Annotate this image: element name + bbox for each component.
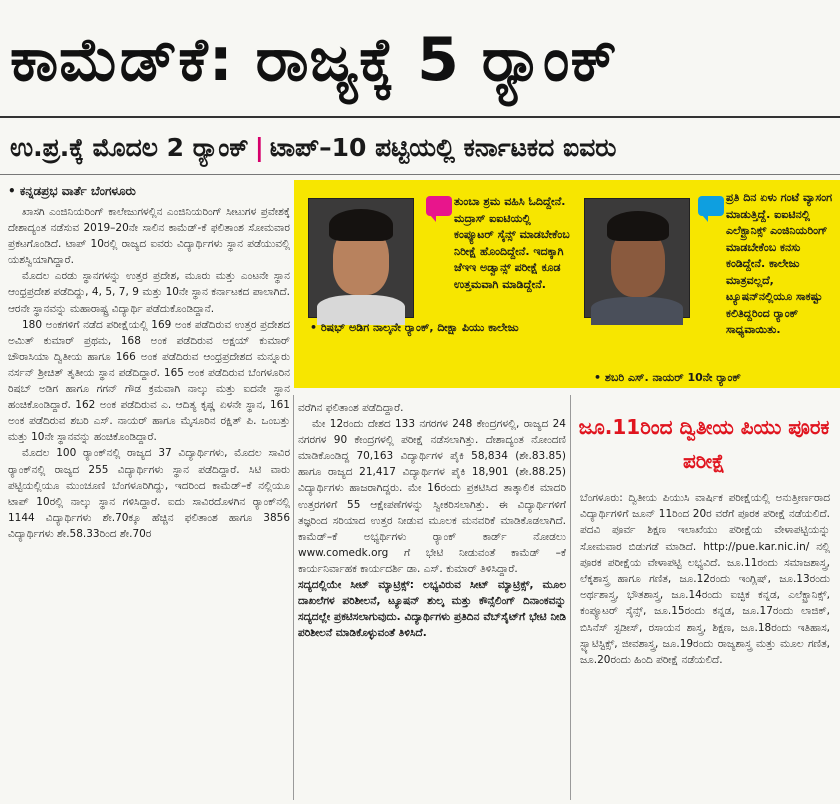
column-divider xyxy=(570,395,571,800)
student-quotes-box xyxy=(294,180,840,388)
shirt-shape xyxy=(591,297,683,325)
quote-credit-shabari: • ಶಬರಿ ಎಸ್. ನಾಯರ್ 10ನೇ ರ‍್ಯಾಂಕ್ xyxy=(594,371,741,384)
subheadline-right: ಟಾಪ್‌–10 ಪಟ್ಟಿಯಲ್ಲಿ ಕರ್ನಾಟಕದ ಐವರು xyxy=(269,133,617,162)
subheadline-divider xyxy=(0,174,840,175)
subheadline-left: ಉ.ಪ್ರ.ಕ್ಕೆ ಮೊದಲ 2 ರ‍್ಯಾಂಕ್ xyxy=(10,133,249,162)
headline-divider xyxy=(0,116,840,118)
article-column-2 xyxy=(298,400,566,800)
byline: • ಕನ್ನಡಪ್ರಭ ವಾರ್ತೆ ಬೆಂಗಳೂರು xyxy=(8,184,136,198)
quote-credit-rishabh: • ರಿಷಭ್ ಅಡಿಗ ನಾಲ್ಕನೇ ರ‍್ಯಾಂಕ್, ದೀಕ್ಷಾ ಪಿಯು ಕಾಲೇಜು xyxy=(310,321,519,334)
quote-bubble-icon xyxy=(698,196,724,216)
column-divider xyxy=(293,395,294,800)
article-paragraph: ಖಾಸಗಿ ಎಂಜಿನಿಯರಿಂಗ್ ಕಾಲೇಜುಗಳಲ್ಲಿನ ಎಂಜಿನಿಯರಿಂಗ್ ಸೀಟುಗಳ ಪ್ರವೇಶಕ್ಕೆ ದೇಶಾದ್ಯಂತ ನಡೆಸುವ 2019–20ನೇ ಸಾಲಿನ ಕಾಮೆಡ್-ಕೆ ಫಲಿತಾಂಶ ಸೋಮವಾರ ಪ್ರಕಟಗೊಂಡಿದೆ. ಟಾಪ್ 10ರಲ್ಲಿ ರಾಜ್ಯದ ಐವರು ವಿದ್ಯಾರ್ಥಿಗಳು ಸ್ಥಾನ ಪಡೆಯುವಲ್ಲಿ ಯಶಸ್ವಿಯಾಗಿದ್ದಾರೆ. xyxy=(8,206,290,267)
subheadline-separator: | xyxy=(254,133,264,162)
quote-text-shabari: ಪ್ರತಿ ದಿನ ಏಳು ಗಂಟೆ ವ್ಯಾಸಂಗ ಮಾಡುತ್ತಿದ್ದೆ. ಐಐಟಿನಲ್ಲಿ ಎಲೆಕ್ಟ್ರಾನಿಕ್ಸ್ ಎಂಜಿನಿಯರಿಂಗ್ ಮಾಡಬೇಕೆಂಬ ಕನಸು ಕಂಡಿದ್ದೇನೆ. ಕಾಲೇಜು ಮಾತ್ರವಲ್ಲದೆ, ಟ್ಯೂಷನ್‌ನಲ್ಲಿಯೂ ಸಾಕಷ್ಟು ಕಲಿತಿದ್ದರಿಂದ ರ‍್ಯಾಂಕ್ ಸಾಧ್ಯವಾಯಿತು. xyxy=(726,191,833,336)
article-paragraph: ಮೊದಲ 100 ರ‍್ಯಾಂಕ್‌ನಲ್ಲಿ ರಾಜ್ಯದ 37 ವಿದ್ಯಾರ್ಥಿಗಳು, ಮೊದಲ ಸಾವಿರ ರ‍್ಯಾಂಕ್‌ನಲ್ಲಿ ರಾಜ್ಯದ 255 ವಿದ್ಯಾರ್ಥಿಗಳು ಸ್ಥಾನ ಪಡೆದಿದ್ದಾರೆ. ಸಿಟಿ ವಾರು ಪಟ್ಟಿಯಲ್ಲಿಯೂ ಮುಂಚೂಣಿ ಬೆಂಗಳೂರಿಗಿದ್ದು, ಇದರಿಂದ ಕಾಮೆಡ್–ಕೆ ನಲ್ಲಿಯೂ ಟಾಪ್ 10ರಲ್ಲಿ ನಾಲ್ಕು ಸ್ಥಾನ ಗಳಿಸಿದ್ದಾರೆ. ಐದು ಸಾವಿರದೊಳಗಿನ ರ‍್ಯಾಂಕ್‌ನಲ್ಲಿ 1144 ವಿದ್ಯಾರ್ಥಿಗಳು ಶೇ.70ಕ್ಕೂ ಹೆಚ್ಚಿನ ಫಲಿತಾಂಶ ಹಾಗೂ 3856 ವಿದ್ಯಾರ್ಥಿಗಳು ಶೇ.58.33ರಿಂದ ಶೇ.70ರ xyxy=(8,447,290,540)
article-paragraph: ಮೊದಲ ಎರಡು ಸ್ಥಾನಗಳನ್ನು ಉತ್ತರ ಪ್ರದೇಶ, ಮೂರು ಮತ್ತು ಎಂಟನೇ ಸ್ಥಾನ ಆಂಧ್ರಪ್ರದೇಶ ಪಡೆದಿದ್ದು, 4, 5, 7, 9 ಮತ್ತು 10ನೇ ಸ್ಥಾನ ಕರ್ನಾಟಕದ ಪಾಲಾಗಿದೆ. ಆರನೇ ಸ್ಥಾನವನ್ನು ಮಹಾರಾಷ್ಟ್ರ ವಿದ್ಯಾರ್ಥಿ ಪಡೆದುಕೊಂಡಿದ್ದಾನೆ. xyxy=(8,270,290,315)
sidebar-body: ಬೆಂಗಳೂರು: ದ್ವಿತೀಯ ಪಿಯುಸಿ ವಾರ್ಷಿಕ ಪರೀಕ್ಷೆಯಲ್ಲಿ ಅನುತ್ತೀರ್ಣರಾದ ವಿದ್ಯಾರ್ಥಿಗಳಿಗೆ ಜೂನ್ 11ರಿಂದ 20ರ ವರೆಗೆ ಪೂರಕ ಪರೀಕ್ಷೆ ನಡೆಯಲಿದೆ. ಪದವಿ ಪೂರ್ವ ಶಿಕ್ಷಣ ಇಲಾಖೆಯು ಪರೀಕ್ಷೆಯ ವೇಳಾಪಟ್ಟಿಯನ್ನು ಸೋಮವಾರ ಬಿಡುಗಡೆ ಮಾಡಿದೆ. http://pue.kar.nic.in/ ನಲ್ಲಿ ಪೂರಕ ಪರೀಕ್ಷೆಯ ವೇಳಾಪಟ್ಟಿ ಲಭ್ಯವಿದೆ. ಜೂ.11ರಂದು ಸಮಾಜಶಾಸ್ತ್ರ, ಲೆಕ್ಕಶಾಸ್ತ್ರ ಹಾಗೂ ಗಣಿತ, ಜೂ.12ರಂದು ಇಂಗ್ಲಿಷ್, ಜೂ.13ರಂದು ಅರ್ಥಶಾಸ್ತ್ರ, ಭೌತಶಾಸ್ತ್ರ, ಜೂ.14ರಂದು ಐಚ್ಛಿಕ ಕನ್ನಡ, ಎಲೆಕ್ಟ್ರಾನಿಕ್ಸ್, ಕಂಪ್ಯೂಟರ್ ಸೈನ್ಸ್, ಜೂ.15ರಂದು ಕನ್ನಡ, ಜೂ.17ರಂದು ಲಾಜಿಕ್, ಬಿಸಿನೆಸ್ ಸ್ಟಡೀಸ್, ರಸಾಯನ ಶಾಸ್ತ್ರ, ಶಿಕ್ಷಣ, ಜೂ.18ರಂದು ಇತಿಹಾಸ, ಸ್ಟ್ಯಾಟಿಸ್ಟಿಕ್ಸ್, ಜೀವಶಾಸ್ತ್ರ, ಜೂ.19ರಂದು ರಾಜ್ಯಶಾಸ್ತ್ರ ಮತ್ತು ಮೂಲ ಗಣಿತ, ಜೂ.20ರಂದು ಹಿಂದಿ ಪರೀಕ್ಷೆ ನಡೆಯಲಿದೆ. xyxy=(580,492,830,667)
quote-bubble-icon xyxy=(426,196,452,216)
article-column-1 xyxy=(8,204,290,800)
subheadline xyxy=(10,126,835,170)
student-photo-rishabh xyxy=(308,198,414,318)
article-paragraph-subhead: ಸದ್ಯದಲ್ಲಿಯೇ ಸೀಟ್ ಮ್ಯಾಟ್ರಿಕ್ಸ್: ಲಭ್ಯವಿರುವ ಸೀಟ್ ಮ್ಯಾಟ್ರಿಕ್ಸ್, ಮೂಲ ದಾಖಲೆಗಳ ಪರಿಶೀಲನೆ, ಟ್ಯೂಷನ್ ಶುಲ್ಕ ಮತ್ತು ಕೌನ್ಸೆಲಿಂಗ್ ದಿನಾಂಕವನ್ನು ಸದ್ಯದಲ್ಲೇ ಪ್ರಕಟಿಸಲಾಗುವುದು. ವಿದ್ಯಾರ್ಥಿಗಳು ಪ್ರತಿದಿನ ವೆಬ್‌ಸೈಟ್‌ಗೆ ಭೇಟಿ ನೀಡಿ ಪರಿಶೀಲನೆ ಮಾಡಿಕೊಳ್ಳುವಂತೆ ತಿಳಿಸಿದೆ. xyxy=(298,579,566,640)
article-paragraph: ಮೇ 12ರಂದು ದೇಶದ 133 ನಗರಗಳ 248 ಕೇಂದ್ರಗಳಲ್ಲಿ, ರಾಜ್ಯದ 24 ನಗರಗಳ 90 ಕೇಂದ್ರಗಳಲ್ಲಿ ಪರೀಕ್ಷೆ ನಡೆಸಲಾಗಿತ್ತು. ದೇಶಾದ್ಯಂತ ನೋಂದಣಿ ಮಾಡಿಕೊಂಡಿದ್ದ 70,163 ವಿದ್ಯಾರ್ಥಿಗಳ ಪೈಕಿ 58,834 (ಶೇ.83.85) ಹಾಗೂ ರಾಜ್ಯದ 21,417 ವಿದ್ಯಾರ್ಥಿಗಳ ಪೈಕಿ 18,901 (ಶೇ.88.25) ವಿದ್ಯಾರ್ಥಿಗಳು ಹಾಜರಾಗಿದ್ದರು. ಮೇ 16ರಂದು ಪ್ರಕಟಿಸಿದ ತಾತ್ಕಾಲಿಕ ಮಾದರಿ ಉತ್ತರಗಳಿಗೆ 55 ಆಕ್ಷೇಪಣೆಗಳನ್ನು ಸ್ವೀಕರಿಸಲಾಗಿತ್ತು. ಈ ವಿದ್ಯಾರ್ಥಿಗಳಿಗೆ ತಜ್ಞರಿಂದ ಸರಿಯಾದ ಉತ್ತರ ನೀಡುವ ಮೂಲಕ ಮನವರಿಕೆ ಮಾಡಿಕೊಡಲಾಗಿದೆ. ಕಾಮೆಡ್–ಕೆ ಅಭ್ಯರ್ಥಿಗಳು ರ‍್ಯಾಂಕ್ ಕಾರ್ಡ್ ನೋಡಲು www.comedk.org ಗೆ ಭೇಟಿ ನೀಡುವಂತೆ ಕಾಮೆಡ್ –ಕೆ ಕಾರ್ಯನಿರ್ವಾಹಕ ಕಾರ್ಯದರ್ಶಿ ಡಾ. ಎಸ್. ಕುಮಾರ್ ತಿಳಿಸಿದ್ದಾರೆ. xyxy=(298,418,566,575)
sidebar-headline: ಜೂ.11ರಿಂದ ದ್ವಿತೀಯ ಪಿಯು ಪೂರಕ ಪರೀಕ್ಷೆ xyxy=(578,415,830,473)
hair-shape xyxy=(607,211,669,241)
article-paragraph: ವರೆಗಿನ ಫಲಿತಾಂಶ ಪಡೆದಿದ್ದಾರೆ. xyxy=(298,402,404,414)
page-headline: ಕಾಮೆಡ್‌ಕೆ: ರಾಜ್ಯಕ್ಕೆ 5 ರ‍್ಯಾಂಕ್ xyxy=(10,25,618,95)
article-paragraph: 180 ಅಂಕಗಳಿಗೆ ನಡೆದ ಪರೀಕ್ಷೆಯಲ್ಲಿ 169 ಅಂಕ ಪಡೆದಿರುವ ಉತ್ತರ ಪ್ರದೇಶದ ಅಮಿತ್ ಕುಮಾರ್ ಪ್ರಥಮ, 168 ಅಂಕ ಪಡೆದಿರುವ ಅಕ್ಷಯ್ ಕುಮಾರ್ ಚೌರಾಸಿಯಾ ದ್ವಿತೀಯ ಹಾಗೂ 166 ಅಂಕ ಪಡೆದಿರುವ ಆಂಧ್ರಪ್ರದೇಶದ ಮನ್ನೂರು ನರ್ಸನ್ ಶ್ರೀಚಿತ್ ತೃತೀಯ ಸ್ಥಾನ ಪಡೆದಿದ್ದಾರೆ. 165 ಅಂಕ ಪಡೆದಿರುವ ಬೆಂಗಳೂರಿನ ರಿಷಬ್ ಅಡಿಗ ಹಾಗೂ ಗಗನ್ ಗೌಡ ಕ್ರಮವಾಗಿ ನಾಲ್ಕು ಮತ್ತು ಐದನೇ ಸ್ಥಾನ ಹಂಚಿಕೊಂಡಿದ್ದಾರೆ. 162 ಅಂಕ ಪಡೆದಿರುವ ಎ. ಆದಿತ್ಯ ಕೃಷ್ಣ ಏಳನೇ ಸ್ಥಾನ, 161 ಅಂಕ ಪಡೆದಿರುವ ಶಬರಿ ಎಸ್. ನಾಯರ್ ಹಾಗೂ ಮೈಸೂರಿನ ರಕ್ಷಿತ್ ಪಿ. ಒಂಬತ್ತು ಮತ್ತು 10ನೇ ಸ್ಥಾನವನ್ನು ಹಂಚಿಕೊಂಡಿದ್ದಾರೆ. xyxy=(8,318,290,444)
student-photo-shabari xyxy=(584,198,690,318)
quote-text-rishabh: ತುಂಬಾ ಶ್ರಮ ವಹಿಸಿ ಓದಿದ್ದೇನೆ. ಮದ್ರಾಸ್ ಐಐಟಿಯಲ್ಲಿ ಕಂಪ್ಯೂಟರ್ ಸೈನ್ಸ್ ಮಾಡಬೇಕೆಂಬ ನಿರೀಕ್ಷೆ ಹೊಂದಿದ್ದೇನೆ. ಇದಕ್ಕಾಗಿ ಜೆಇಇ ಅಡ್ವಾನ್ಸ್ ಪರೀಕ್ಷೆ ಕೂಡ ಉತ್ತಮವಾಗಿ ಮಾಡಿದ್ದೇನೆ. xyxy=(454,195,570,291)
hair-shape xyxy=(329,209,393,241)
